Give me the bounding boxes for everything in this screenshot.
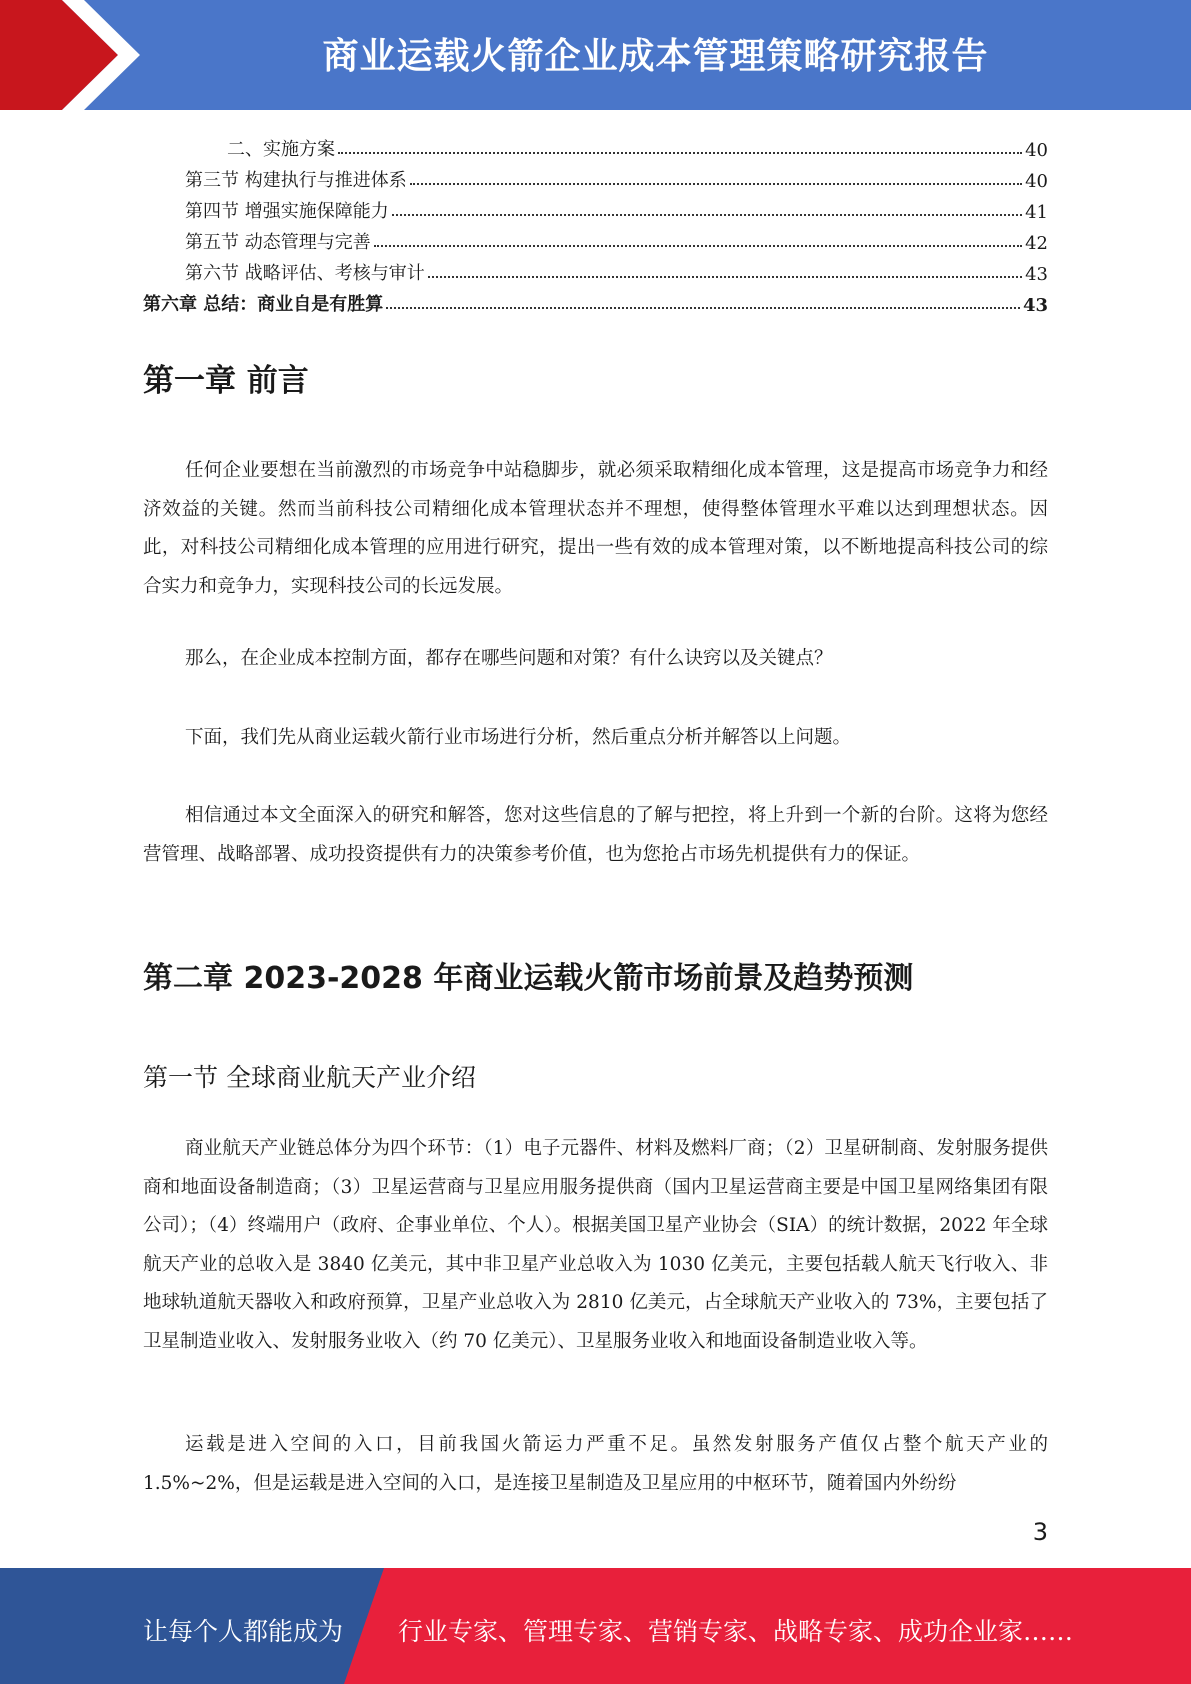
toc-entry-page: 42	[1025, 233, 1048, 254]
chapter-2-heading: 第二章 2023-2028 年商业运载火箭市场前景及趋势预测	[143, 961, 914, 996]
footer-slogan-left: 让每个人都能成为	[143, 1617, 344, 1646]
toc-entry-text: 第五节 动态管理与完善	[185, 232, 371, 253]
toc-entry[interactable]	[143, 285, 1048, 316]
page-header	[0, 0, 1191, 110]
toc-entry-text: 第六章 总结：商业自是有胜算	[143, 294, 384, 315]
toc-leader-dots	[392, 214, 1022, 216]
section-1-heading: 第一节 全球商业航天产业介绍	[143, 1063, 476, 1092]
body-paragraph: 任何企业要想在当前激烈的市场竞争中站稳脚步，就必须采取精细化成本管理，这是提高市场竞争力和经济效益的关键。然而当前科技公司精细化成本管理状态并不理想，使得整体管理水平难以达到理想状态。因此，对科技公司精细化成本管理的应用进行研究，提出一些有效的成本管理对策，以不断地提高科技公司的综合实力和竞争力，实现科技公司的长远发展。	[143, 460, 1048, 597]
toc-entry-text: 第三节 构建执行与推进体系	[185, 170, 407, 191]
toc-entry[interactable]	[143, 192, 1048, 223]
toc-entry-text: 二、实施方案	[227, 139, 335, 160]
body-paragraph: 运载是进入空间的入口，目前我国火箭运力严重不足。虽然发射服务产值仅占整个航天产业的 1.5%~2%，但是运载是进入空间的入口，是连接卫星制造及卫星应用的中枢环节，随着国内外纷纷	[143, 1434, 1048, 1494]
toc-entry-text: 第六节 战略评估、考核与审计	[185, 263, 425, 284]
toc-entry-page: 43	[1025, 264, 1048, 285]
toc-entry[interactable]	[143, 254, 1048, 285]
toc-leader-dots	[338, 152, 1022, 154]
page-footer	[0, 1568, 1191, 1684]
footer-slogan-right: 行业专家、管理专家、营销专家、战略专家、成功企业家……	[398, 1617, 1074, 1646]
toc-entry-text: 第四节 增强实施保障能力	[185, 201, 389, 222]
toc-entry-page: 43	[1022, 295, 1048, 316]
toc-leader-dots	[428, 276, 1022, 278]
body-paragraph: 下面，我们先从商业运载火箭行业市场进行分析，然后重点分析并解答以上问题。	[185, 727, 852, 748]
report-title: 商业运载火箭企业成本管理策略研究报告	[322, 36, 989, 77]
body-paragraph: 那么，在企业成本控制方面，都存在哪些问题和对策？有什么诀窍以及关键点？	[185, 648, 833, 669]
toc-entry[interactable]	[143, 223, 1048, 254]
toc-leader-dots	[386, 307, 1020, 309]
toc-entry-page: 40	[1025, 140, 1048, 161]
body-paragraph: 相信通过本文全面深入的研究和解答，您对这些信息的了解与把控，将上升到一个新的台阶。这将为您经营管理、战略部署、成功投资提供有力的决策参考价值，也为您抢占市场先机提供有力的保证。	[143, 805, 1048, 865]
table-of-contents	[143, 130, 1048, 316]
toc-entry[interactable]	[143, 161, 1048, 192]
toc-leader-dots	[410, 183, 1022, 185]
chapter-1-heading: 第一章 前言	[143, 363, 309, 399]
toc-leader-dots	[374, 245, 1022, 247]
toc-entry-page: 41	[1025, 202, 1048, 223]
header-chevron-decoration	[0, 0, 160, 110]
toc-entry-page: 40	[1025, 171, 1048, 192]
toc-entry[interactable]	[143, 130, 1048, 161]
page-number: 3	[1032, 1518, 1048, 1546]
body-paragraph: 商业航天产业链总体分为四个环节：（1）电子元器件、材料及燃料厂商；（2）卫星研制商、发射服务提供商和地面设备制造商；（3）卫星运营商与卫星应用服务提供商（国内卫星运营商主要是中国卫星网络集团有限公司）；（4）终端用户（政府、企事业单位、个人）。根据美国卫星产业协会（SIA）的统计数据，2022 年全球航天产业的总收入是 3840 亿美元，其中非卫星产业总收入为 1030 亿美元，主要包括载人航天飞行收入、非地球轨道航天器收入和政府预算，卫星产业总收入为 2810 亿美元，占全球航天产业收入的 73%，主要包括了卫星制造业收入、发射服务业收入（约 70 亿美元）、卫星服务业收入和地面设备制造业收入等。	[143, 1138, 1048, 1352]
